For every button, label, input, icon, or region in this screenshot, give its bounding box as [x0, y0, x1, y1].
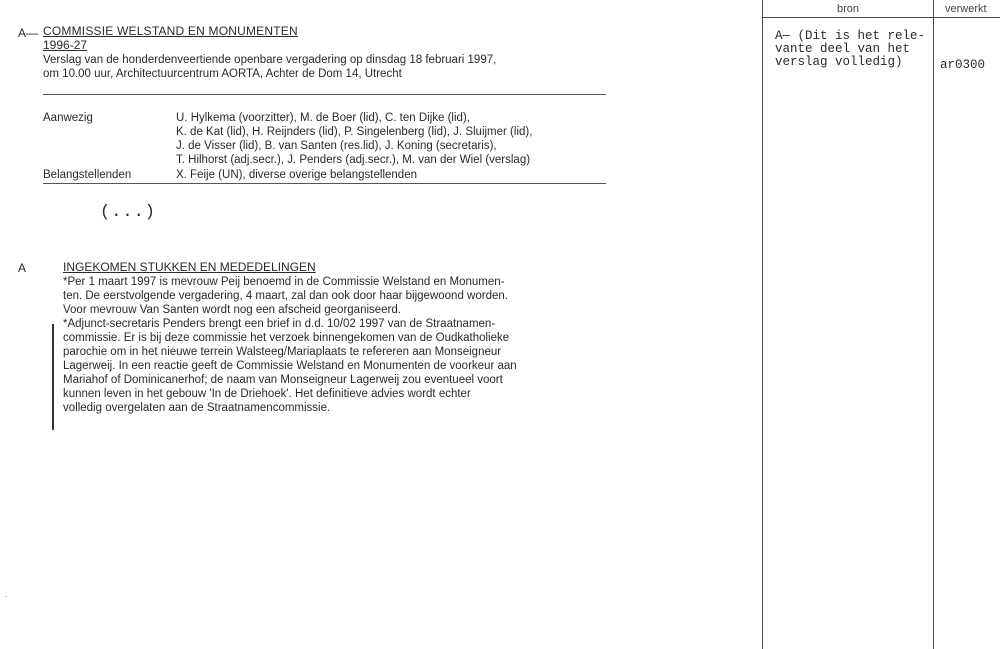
stakeholders-label: Belangstellenden	[43, 169, 132, 181]
divider-top	[43, 94, 606, 95]
present-label: Aanwezig	[43, 112, 93, 124]
margin-mark	[52, 324, 54, 430]
attendance-line: T. Hilhorst (adj.secr.), J. Penders (adj.secr.), M. van der Wiel (verslag)	[176, 154, 531, 166]
column-header-bron: bron	[837, 3, 860, 15]
source-note-line: vante deel van het	[775, 42, 911, 56]
body-line: Voor mevrouw Van Santen wordt nog een afscheid georganiseerd.	[63, 304, 401, 316]
source-note-line: verslag volledig)	[775, 55, 903, 69]
stray-mark: .	[5, 590, 8, 599]
source-note-line: A— (Dit is het rele-	[775, 29, 926, 43]
body-line: *Per 1 maart 1997 is mevrouw Peij benoemd in de Commissie Welstand en Monumen-	[63, 276, 505, 288]
body-line: Lagerweij. In een reactie geeft de Commissie Welstand en Monumenten de voorkeur aan	[63, 360, 517, 372]
section-letter: A	[18, 261, 27, 275]
body-line: commissie. Er is bij deze commissie het verzoek binnengekomen van de Oudkatholieke	[63, 332, 510, 344]
section-marker: A—	[18, 26, 39, 40]
column-divider-right	[933, 0, 934, 649]
column-header-rule	[762, 17, 1000, 18]
body-line: kunnen leven in het gebouw 'In de Driehoek'. Het definitieve advies wordt echter	[63, 388, 471, 400]
attendance-line: J. de Visser (lid), B. van Santen (res.lid), J. Koning (secretaris),	[176, 140, 497, 152]
body-line: ten. De eerstvolgende vergadering, 4 maart, zal dan ook door haar bijgewoond worden.	[63, 290, 508, 302]
body-line: parochie om in het nieuwe terrein Walsteeg/Mariaplaats te refereren aan Monseigneur	[63, 346, 502, 358]
meeting-description-line-1: Verslag van de honderdenveertiende openbare vergadering op dinsdag 18 februari 1997,	[43, 54, 497, 66]
column-header-verwerkt: verwerkt	[945, 3, 987, 15]
processed-code: ar0300	[940, 58, 986, 72]
divider-bottom	[43, 183, 606, 184]
document-title: COMMISSIE WELSTAND EN MONUMENTEN	[43, 24, 298, 38]
attendance-line: K. de Kat (lid), H. Reijnders (lid), P. Singelenberg (lid), J. Sluijmer (lid),	[176, 126, 533, 138]
section-title: INGEKOMEN STUKKEN EN MEDEDELINGEN	[63, 260, 316, 274]
body-line: volledig overgelaten aan de Straatnamencommissie.	[63, 402, 331, 414]
omission-ellipsis: (...)	[100, 203, 157, 222]
document-year: 1996-27	[43, 38, 88, 52]
column-divider-left	[762, 0, 763, 649]
meeting-description-line-2: om 10.00 uur, Architectuurcentrum AORTA, Achter de Dom 14, Utrecht	[43, 68, 402, 80]
attendance-line: U. Hylkema (voorzitter), M. de Boer (lid), C. ten Dijke (lid),	[176, 112, 470, 124]
body-line: *Adjunct-secretaris Penders brengt een brief in d.d. 10/02 1997 van de Straatnamen-	[63, 318, 496, 330]
attendance-line: X. Feije (UN), diverse overige belangstellenden	[176, 169, 417, 181]
body-line: Mariahof of Dominicanerhof; de naam van Monseigneur Lagerweij zou eventueel voort	[63, 374, 503, 386]
